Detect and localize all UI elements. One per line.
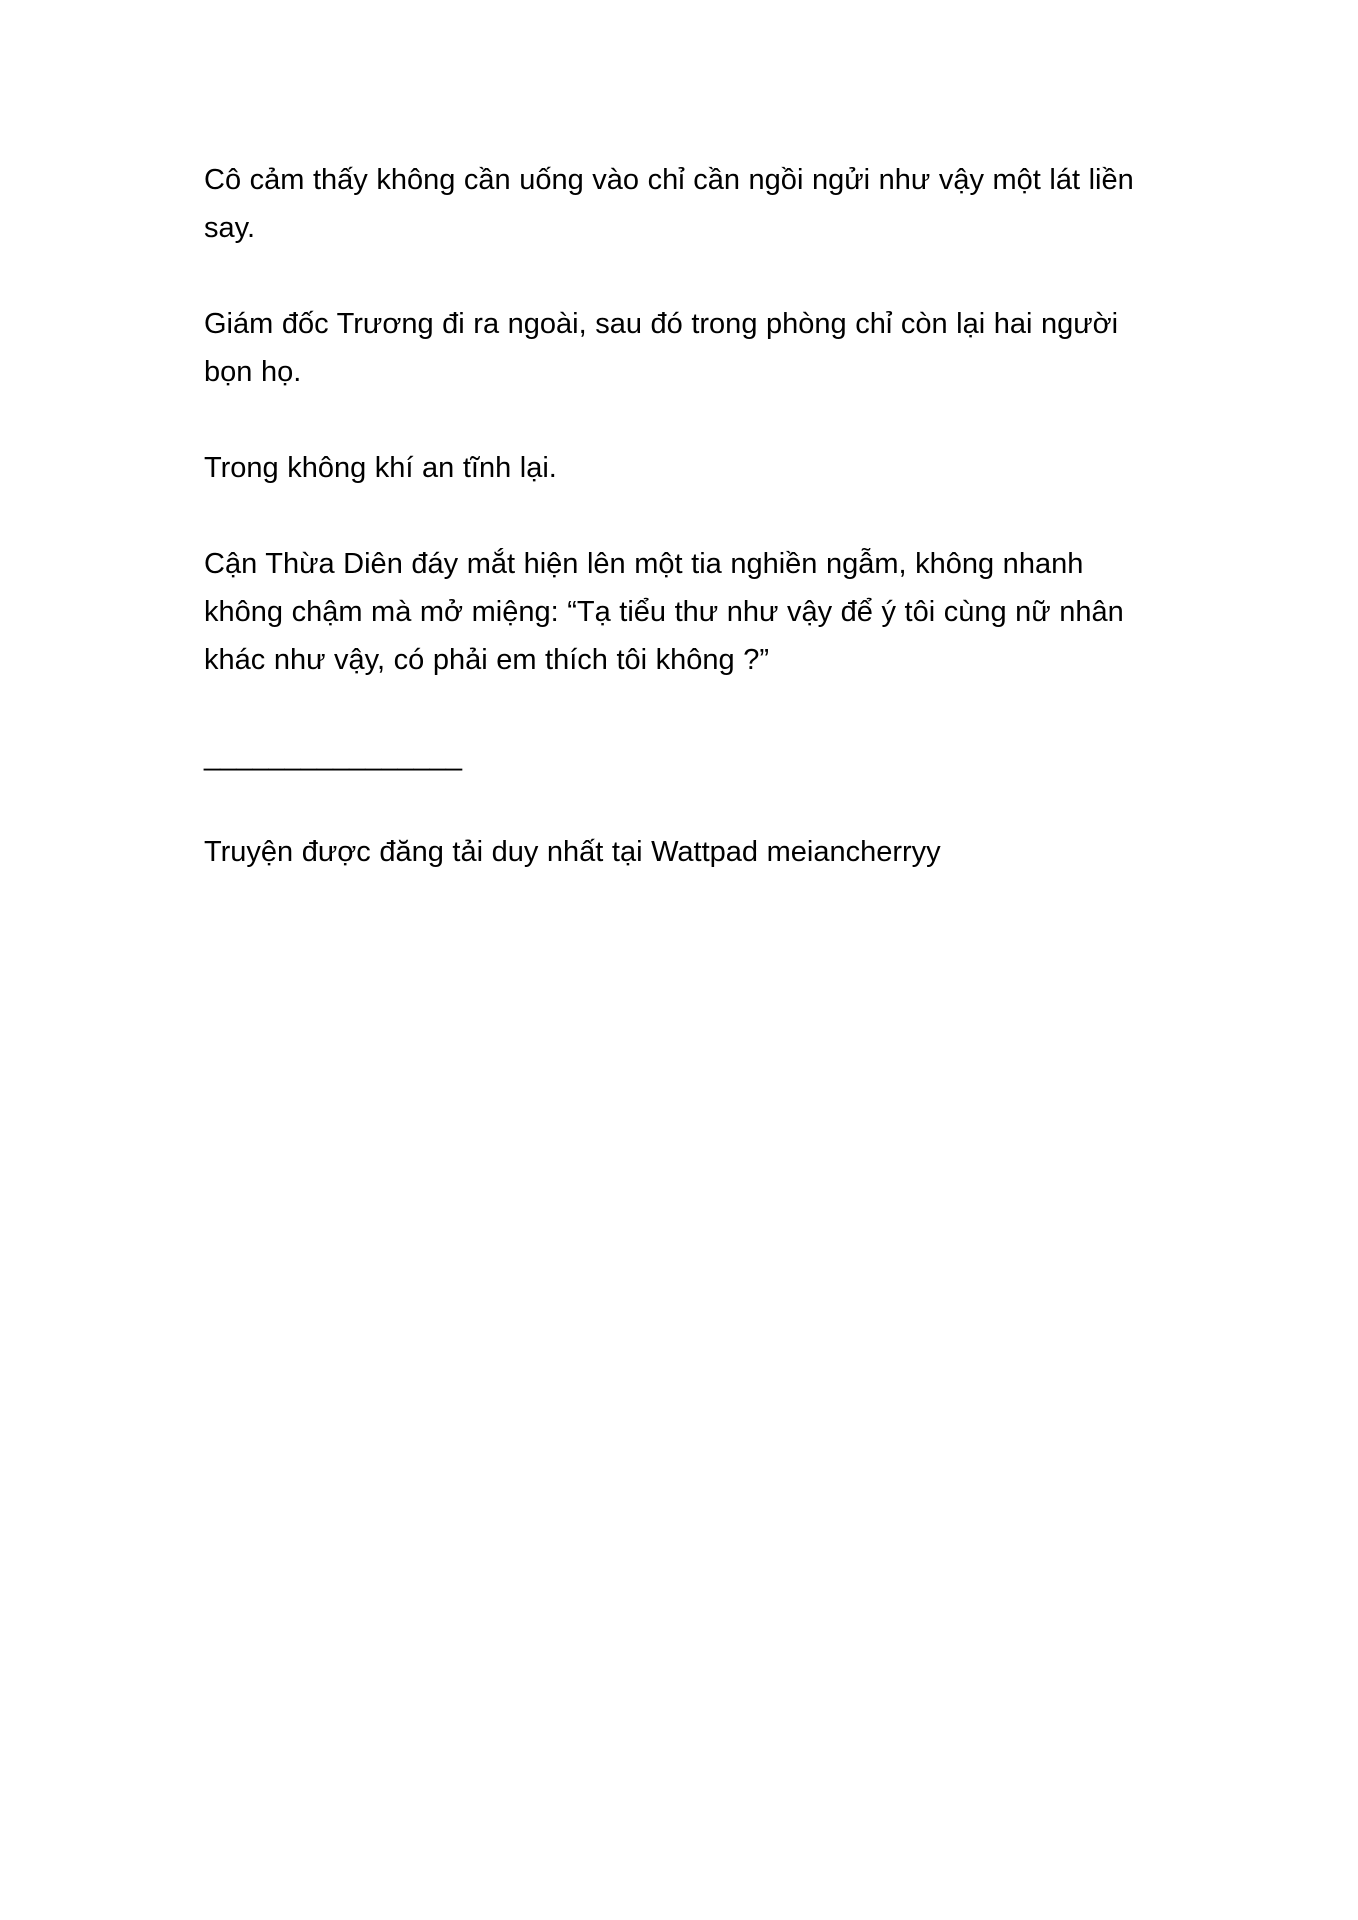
story-text-block xyxy=(204,156,1154,876)
story-paragraph-1: Cô cảm thấy không cần uống vào chỉ cần ngồi ngửi như vậy một lát liền say. xyxy=(204,164,1134,244)
story-paragraph-3: Trong không khí an tĩnh lại. xyxy=(204,452,557,484)
divider-line: ________________ xyxy=(204,740,463,772)
story-paragraph-2: Giám đốc Trương đi ra ngoài, sau đó trong phòng chỉ còn lại hai người bọn họ. xyxy=(204,308,1119,388)
attribution-note: Truyện được đăng tải duy nhất tại Wattpad meiancherryy xyxy=(204,836,941,868)
story-paragraph-4: Cận Thừa Diên đáy mắt hiện lên một tia nghiền ngẫm, không nhanh không chậm mà mở miệng: “Tạ tiểu thư như vậy để ý tôi cùng nữ nhân khác như vậy, có phải em thích tôi không ?” xyxy=(204,548,1124,676)
